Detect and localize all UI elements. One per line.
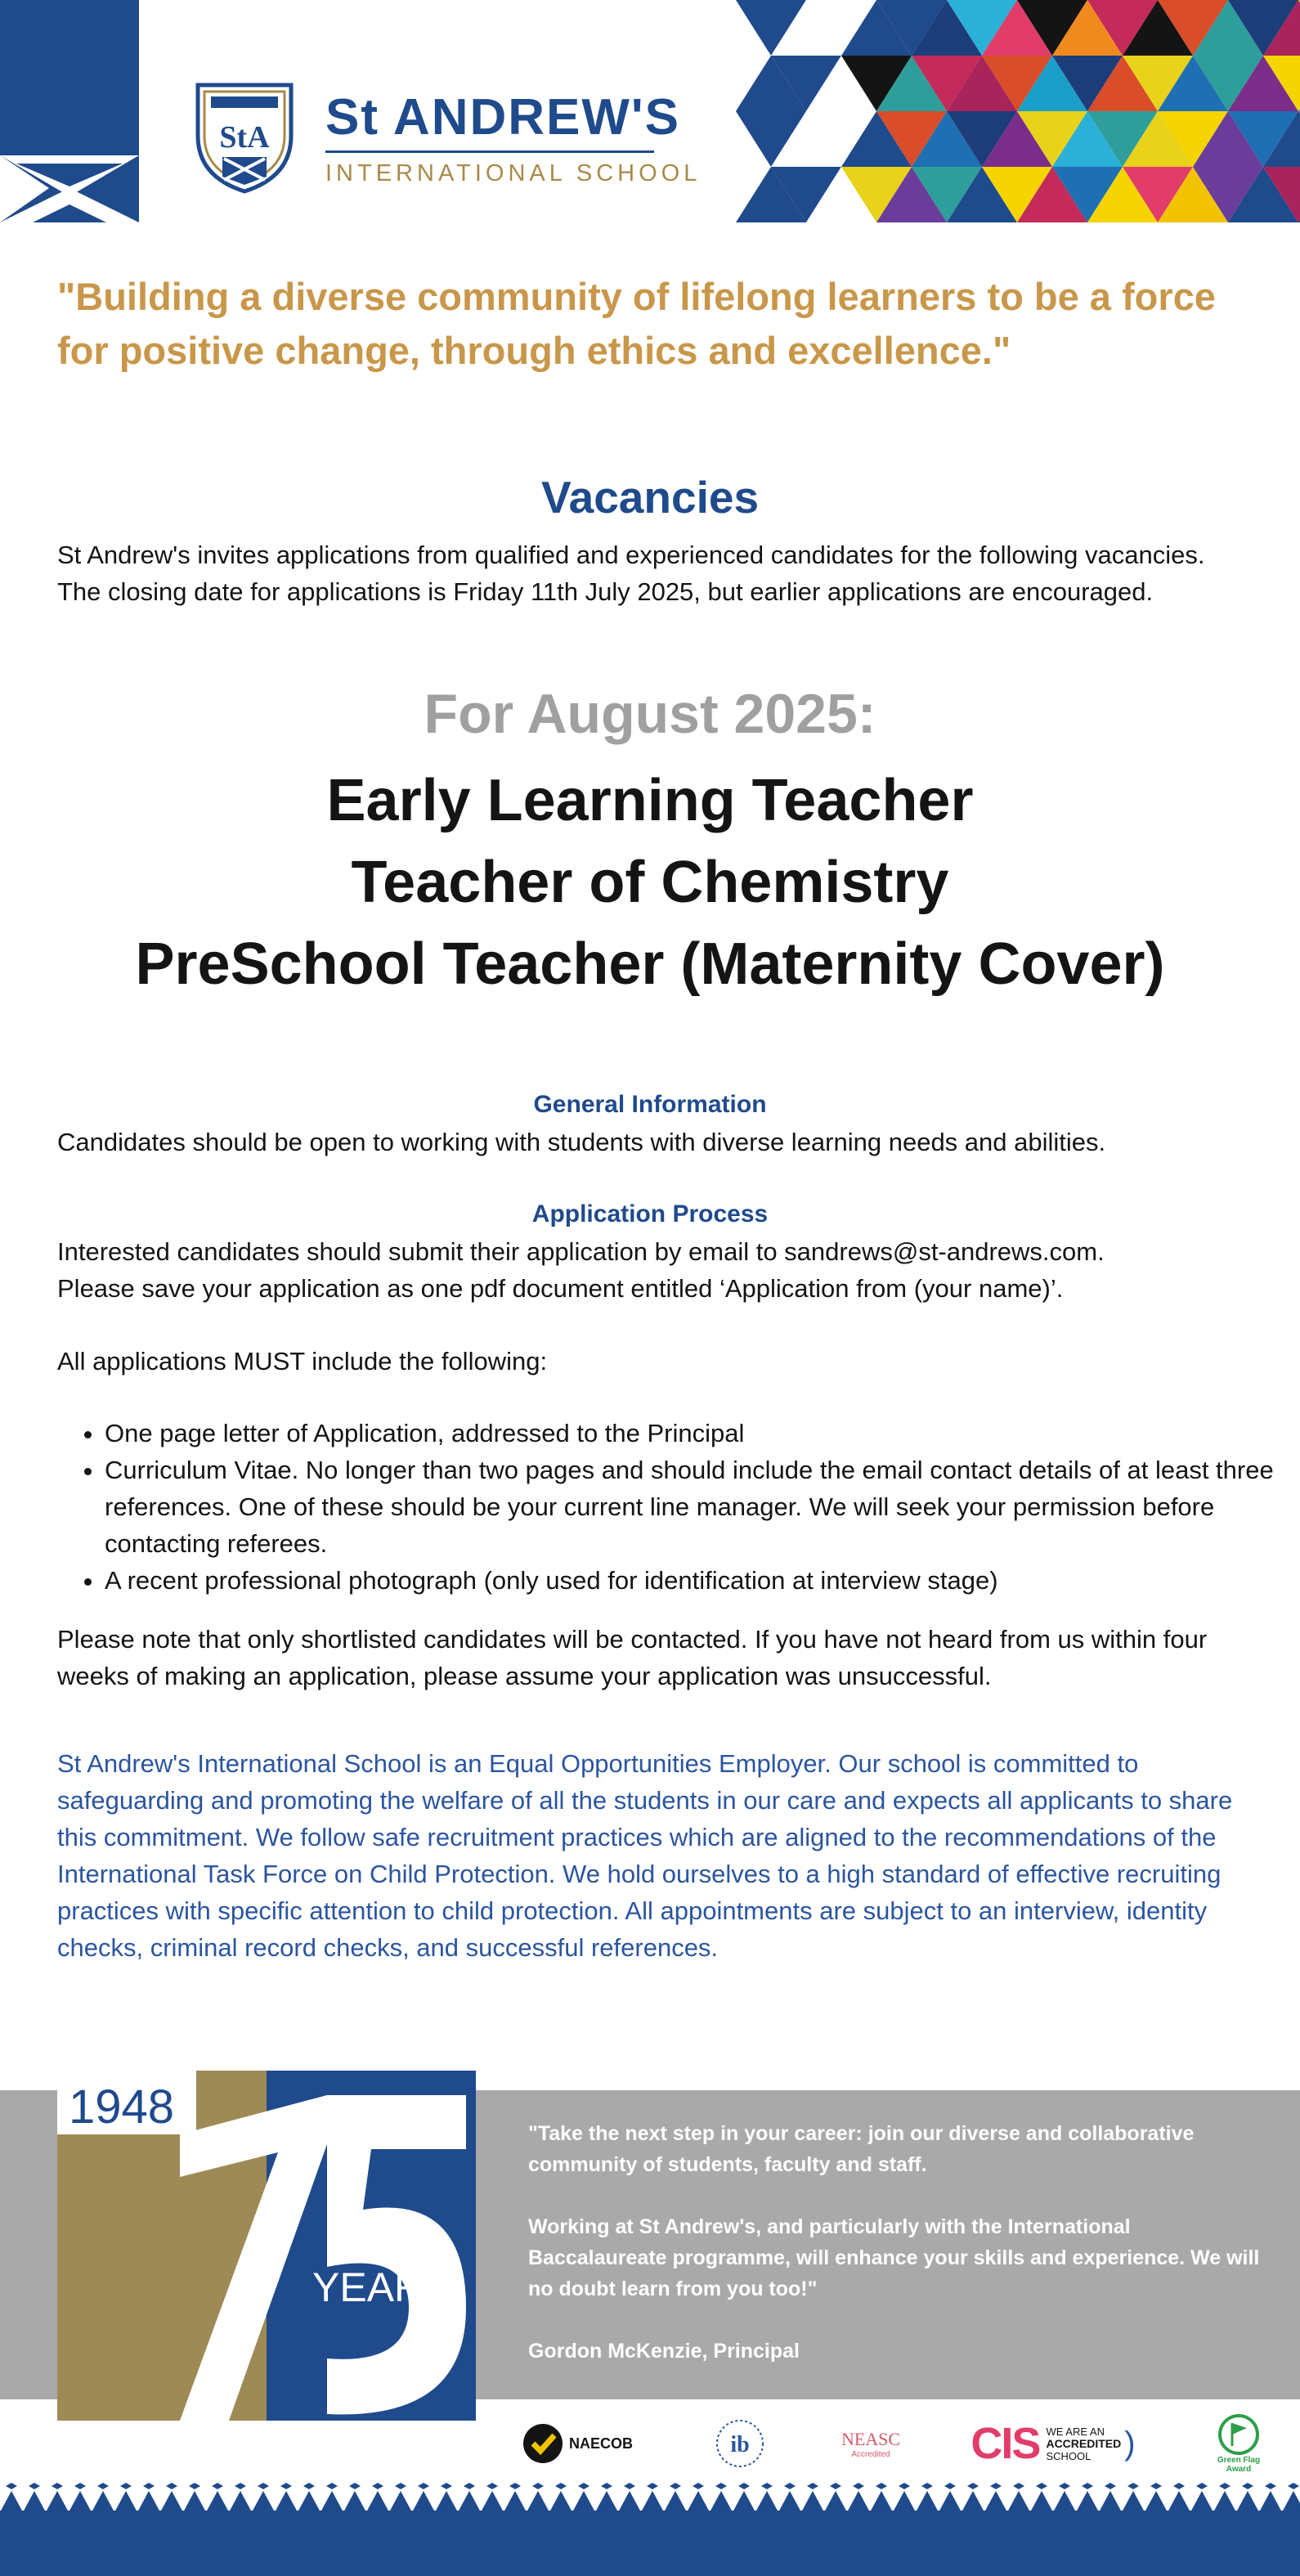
quote-paragraph: "Take the next step in your career: join our diverse and collaborative community of students, faculty and staff. <box>528 2122 1195 2176</box>
cis-text: CIS <box>971 2419 1040 2468</box>
footer-bar <box>0 2511 1300 2576</box>
quote-author: Gordon McKenzie, Principal <box>528 2340 800 2363</box>
general-info-title: General Information <box>533 1091 767 1118</box>
vacancies-intro: St Andrew's invites applications from qualified and experienced candidates for the following vacancies. The closing date for applications is Friday 11th July 2025, but earlier applications are encouraged. <box>57 541 1205 606</box>
school-name-rule <box>325 150 654 153</box>
header <box>0 0 1300 222</box>
application-line-1: Interested candidates should submit their application by email to sandrews@st-andrews.com. <box>57 1237 1105 1266</box>
cis-line-1: WE ARE AN <box>1046 2425 1105 2438</box>
green-flag-text: Green Flag Award <box>1217 2456 1261 2474</box>
list-item: • One page letter of Application, addressed to the Principal <box>105 1415 1282 1452</box>
ib-text: ib <box>730 2432 750 2457</box>
general-info-text: Candidates should be open to working with students with diverse learning needs and abilities. <box>57 1128 1106 1156</box>
anniversary-badge <box>57 2071 476 2421</box>
equal-opportunities-statement: St Andrew's International School is an Equal Opportunities Employer. Our school is committed to safeguarding and promoting the welfare of all the students in our care and expects all applicants to share this commitment. We follow safe recruitment practices which are aligned to the recommendations of the International Task Force on Child Protection. We hold ourselves to a high standard of effective recruiting practices with specific attention to child protection. All appointments are subject to an interview, identity checks, criminal record checks, and successful references. <box>57 1749 1233 1962</box>
cis-logo <box>955 2411 1151 2476</box>
ib-logo <box>711 2411 769 2476</box>
anniversary-year: 1948 <box>69 2080 175 2134</box>
application-title: Application Process <box>531 1200 769 1227</box>
naecob-logo <box>507 2411 646 2476</box>
job-title: PreSchool Teacher (Maternity Cover) <box>135 931 1165 997</box>
accreditation-logos <box>507 2411 1275 2476</box>
cis-caption <box>1046 2426 1121 2462</box>
cis-line-3: SCHOOL <box>1046 2449 1092 2462</box>
cis-bracket-icon: ) <box>1124 2425 1136 2462</box>
school-name: St ANDREW'S <box>325 89 680 146</box>
neasc-text: NEASC <box>841 2428 901 2449</box>
requirements-list <box>57 1415 1282 1599</box>
shortlist-note: Please note that only shortlisted candidates will be contacted. If you have not heard from us within four weeks of making an application, please assume your application was unsuccessful. <box>57 1625 1208 1690</box>
list-item: • A recent professional photograph (only used for identification at interview stage) <box>105 1562 1282 1599</box>
neasc-logo <box>834 2411 908 2476</box>
header-left-pattern <box>0 0 139 222</box>
list-item: • Curriculum Vitae. No longer than two pages and should include the email contact details of at least three references. One of these should be your current line manager. We will seek your permission before contacting referees. <box>105 1452 1282 1562</box>
job-title: Teacher of Chemistry <box>351 850 949 915</box>
header-color-triangles <box>736 0 1300 222</box>
crest-letters: StA <box>219 120 270 155</box>
anniversary-label: YEARS <box>312 2264 451 2310</box>
footer-zigzag-pattern <box>0 2483 1300 2512</box>
quote-paragraph: Working at St Andrew's, and particularly with the International Baccalaureate programme, will enhance your skills and experience. We will no doubt learn from you too!" <box>528 2215 1260 2300</box>
naecob-text: NAECOB <box>568 2435 633 2452</box>
positions-heading: For August 2025: <box>424 683 876 745</box>
school-motto: "Building a diverse community of lifelong learners to be a force for positive change, through ethics and excellence." <box>57 275 1216 372</box>
green-flag-icon <box>1217 2413 1260 2456</box>
vacancies-title: Vacancies <box>540 472 760 523</box>
naecob-check-icon <box>520 2421 566 2466</box>
cis-line-2: ACCREDITED <box>1046 2436 1122 2450</box>
neasc-sub: Accredited <box>851 2449 890 2459</box>
must-include-text: All applications MUST include the following: <box>57 1347 548 1376</box>
green-flag-logo <box>1202 2411 1275 2476</box>
ib-circle-icon <box>714 2417 766 2470</box>
principal-quote <box>528 2118 1264 2398</box>
school-subtitle: INTERNATIONAL SCHOOL <box>325 160 702 186</box>
application-line-2: Please save your application as one pdf document entitled ‘Application from (your name)’. <box>57 1274 1064 1303</box>
school-crest-logo <box>190 79 299 195</box>
job-title: Early Learning Teacher <box>326 768 974 833</box>
